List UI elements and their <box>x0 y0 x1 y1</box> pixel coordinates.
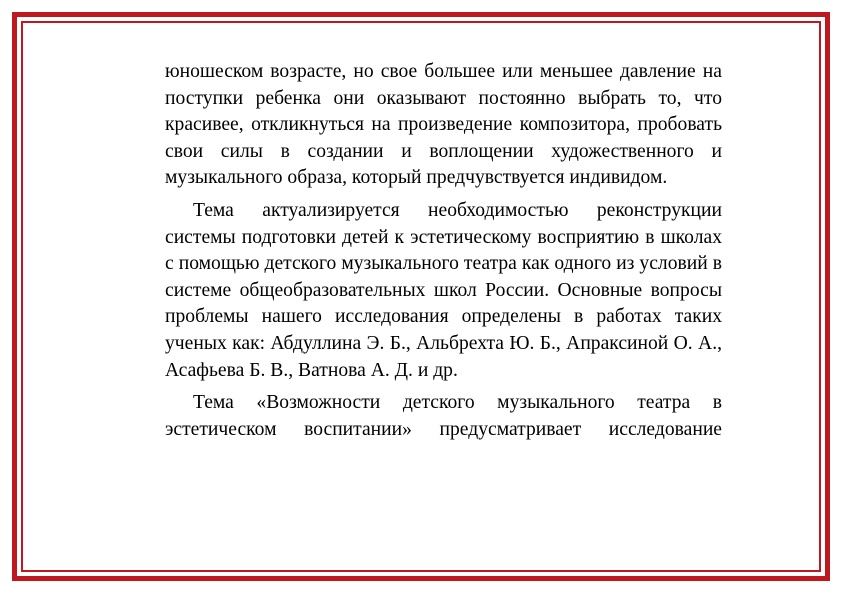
paragraph-continuation: юношеском возрасте, но свое большее или меньшее давление на поступки ребенка они оказывают постоянно выбрать то, что красивее, откликнуться на произведение композитора, пробовать свои силы в создании и воплощении художественного и музыкального образа, который предчувствуется индивидом. <box>165 61 722 189</box>
paragraph-topic: Тема «Возможности детского музыкального театра в эстетическом воспитании» предусматривает исследование <box>165 392 722 440</box>
body-text <box>165 59 722 443</box>
paragraph-relevance: Тема актуализируется необходимостью реконструкции системы подготовки детей к эстетическому восприятию в школах с помощью детского музыкального театра как одного из условий в системе общеобразовательных школ России. Основные вопросы проблемы нашего исследования определены в работах таких ученых как: Абдуллина Э. Б., Альбрехта Ю. Б., Апраксиной О. А., Асафьева Б. В., Ватнова А. Д. и др. <box>165 199 722 381</box>
